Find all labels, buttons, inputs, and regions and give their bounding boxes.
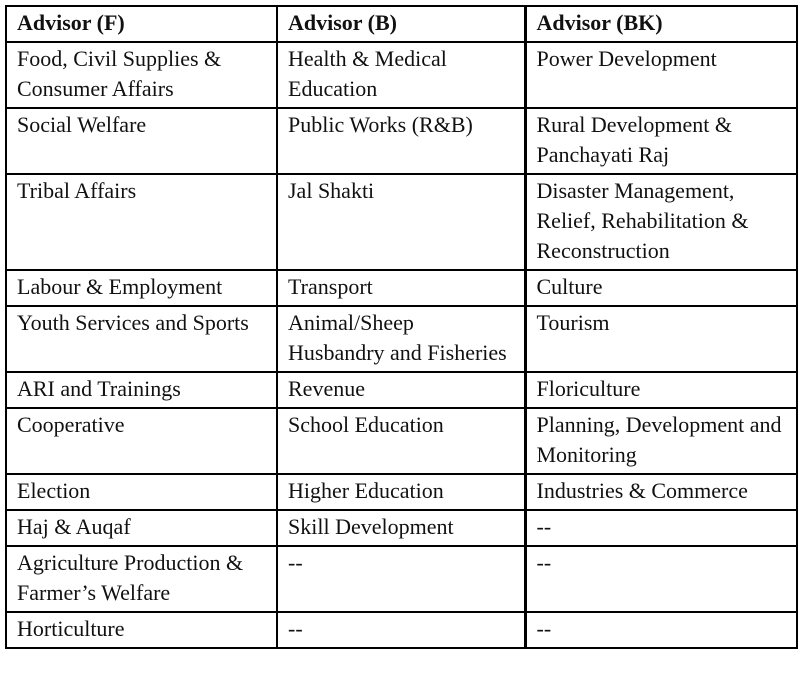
table-cell: [525, 510, 797, 546]
cell-text: School Education: [288, 412, 444, 437]
table-cell: [277, 306, 525, 372]
cell-text: Agriculture Production & Farmer’s Welfare: [17, 550, 244, 605]
cell-text: Industries & Commerce: [536, 478, 748, 503]
table-row: [6, 474, 797, 510]
table-cell: [525, 612, 797, 648]
table-row: [6, 108, 797, 174]
cell-text: Cooperative: [17, 412, 125, 437]
table-cell: [6, 510, 277, 546]
cell-text: Social Welfare: [17, 112, 147, 137]
header-advisor-bk: Advisor (BK): [525, 6, 797, 42]
cell-text: Labour & Employment: [17, 274, 223, 299]
cell-text: --: [288, 550, 303, 575]
table-cell: [277, 408, 525, 474]
cell-text: Floriculture: [536, 376, 641, 401]
table-cell: [277, 372, 525, 408]
table-row: [6, 612, 797, 648]
cell-text: Power Development: [536, 46, 717, 71]
table-cell: [525, 474, 797, 510]
cell-text: Tribal Affairs: [17, 178, 137, 203]
header-row: [6, 6, 797, 42]
cell-text: Culture: [536, 274, 603, 299]
cell-text: Skill Development: [288, 514, 454, 539]
table-cell: [6, 174, 277, 270]
cell-text: Jal Shakti: [288, 178, 375, 203]
cell-text: Youth Services and Sports: [17, 310, 249, 335]
advisor-portfolio-table: [5, 5, 798, 649]
cell-text: --: [536, 616, 552, 641]
table-cell: [277, 42, 525, 108]
table-cell: [6, 546, 277, 612]
cell-text: Tourism: [536, 310, 610, 335]
cell-text: Planning, Development and Monitoring: [536, 412, 782, 467]
cell-text: Higher Education: [288, 478, 444, 503]
table-cell: [525, 546, 797, 612]
cell-text: Animal/Sheep Husbandry and Fisheries: [288, 310, 507, 365]
table-cell: [525, 270, 797, 306]
table-cell: [6, 612, 277, 648]
table-cell: [6, 408, 277, 474]
table-row: [6, 42, 797, 108]
table-row: [6, 408, 797, 474]
cell-text: Disaster Management, Relief, Rehabilitation & Reconstruction: [536, 178, 749, 263]
table-cell: [6, 42, 277, 108]
cell-text: Health & Medical Education: [288, 46, 447, 101]
cell-text: Haj & Auqaf: [17, 514, 131, 539]
table-cell: [6, 108, 277, 174]
table-row: [6, 372, 797, 408]
table-cell: [525, 174, 797, 270]
table-row: [6, 510, 797, 546]
table-cell: [525, 306, 797, 372]
table-cell: [6, 474, 277, 510]
cell-text: --: [536, 550, 552, 575]
cell-text: Food, Civil Supplies & Consumer Affairs: [17, 46, 222, 101]
table-cell: [277, 270, 525, 306]
table-cell: [277, 474, 525, 510]
table-cell: [277, 510, 525, 546]
table-cell: [525, 408, 797, 474]
table-row: [6, 546, 797, 612]
table-cell: [6, 270, 277, 306]
table-cell: [277, 174, 525, 270]
table-cell: [525, 108, 797, 174]
cell-text: Transport: [288, 274, 373, 299]
table-cell: [525, 372, 797, 408]
header-advisor-b: Advisor (B): [277, 6, 525, 42]
header-advisor-f: Advisor (F): [6, 6, 277, 42]
cell-text: Rural Development & Panchayati Raj: [536, 112, 733, 167]
cell-text: ARI and Trainings: [17, 376, 181, 401]
table-row: [6, 270, 797, 306]
table-cell: [6, 306, 277, 372]
table-cell: [525, 42, 797, 108]
table-row: [6, 174, 797, 270]
cell-text: --: [536, 514, 552, 539]
table-cell: [277, 108, 525, 174]
cell-text: --: [288, 616, 303, 641]
table-cell: [6, 372, 277, 408]
cell-text: Revenue: [288, 376, 365, 401]
cell-text: Public Works (R&B): [288, 112, 473, 137]
table-cell: [277, 546, 525, 612]
table-cell: [277, 612, 525, 648]
cell-text: Election: [17, 478, 91, 503]
cell-text: Horticulture: [17, 616, 125, 641]
table-row: [6, 306, 797, 372]
